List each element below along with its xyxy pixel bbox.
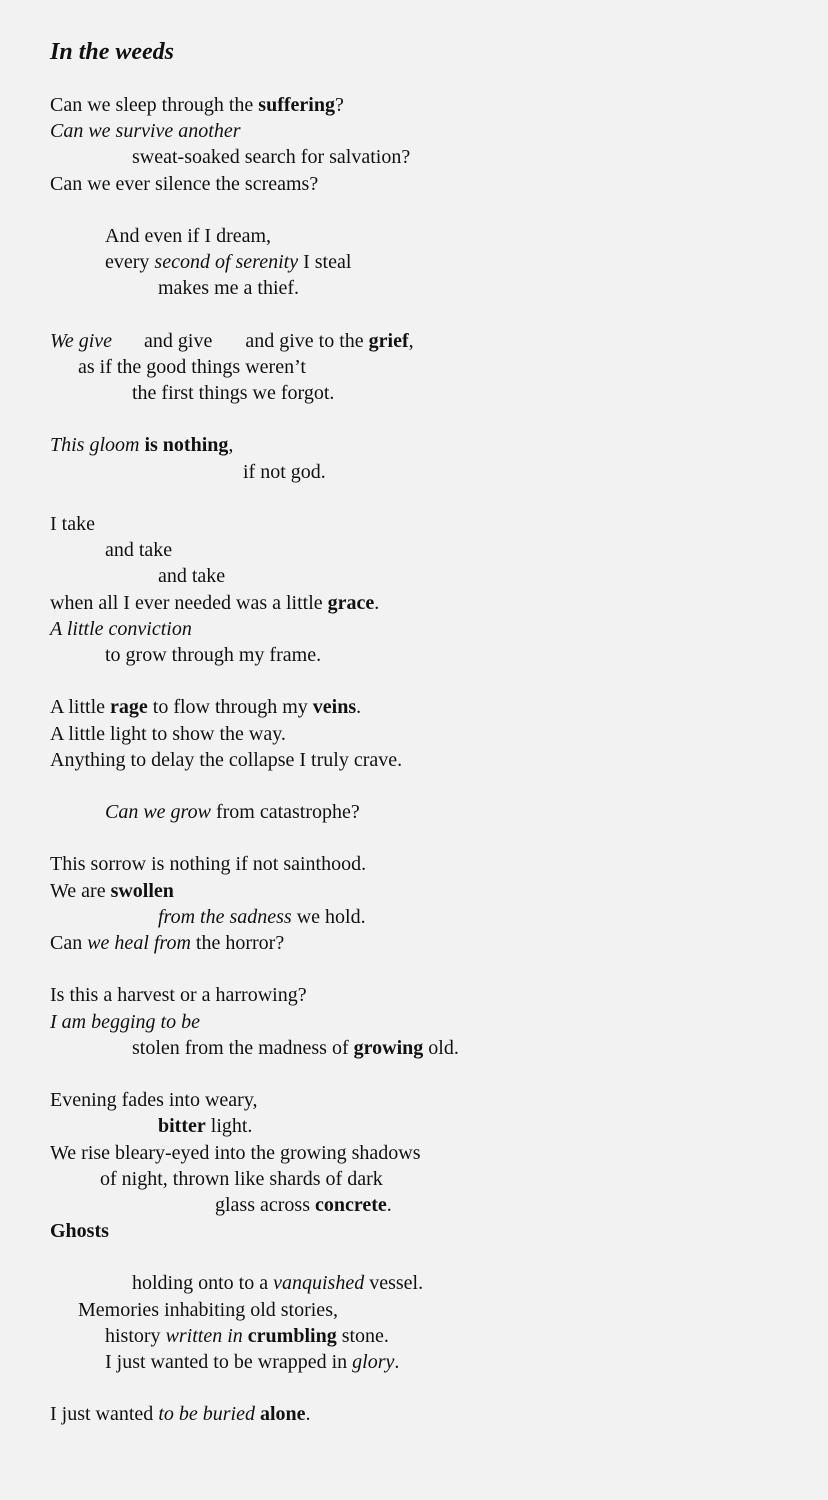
line-text: of night, thrown like shards of dark — [100, 1167, 383, 1190]
line-text-italic: to be buried — [158, 1403, 255, 1426]
line-text: Is this a harvest or a harrowing? — [50, 984, 307, 1007]
poem-line — [50, 616, 790, 642]
line-text-italic: from the sadness — [158, 905, 292, 928]
line-text-bold: growing — [353, 1036, 424, 1059]
stanza-break — [50, 773, 790, 799]
line-text: And even if I dream, — [105, 224, 272, 247]
line-text: we hold. — [291, 905, 366, 928]
line-text-italic: Can we grow — [105, 801, 211, 824]
poem-title: In the weeds — [50, 39, 175, 65]
poem-line — [50, 1297, 790, 1323]
stanza-break — [50, 302, 790, 328]
poem-line — [50, 851, 790, 877]
line-text: Can we ever silence the screams? — [50, 172, 319, 195]
line-text-bold: is nothing — [139, 434, 229, 457]
line-text-bold: bitter — [158, 1115, 206, 1138]
line-text: A little light to show the way. — [50, 722, 286, 745]
line-text-italic: written in — [165, 1324, 243, 1347]
line-text: ? — [334, 94, 344, 116]
line-text: from catastrophe? — [210, 801, 360, 824]
line-text: light. — [205, 1115, 253, 1138]
poem-line — [50, 1035, 790, 1061]
poem-line — [50, 537, 790, 563]
line-text: when all I ever needed was a little — [50, 591, 328, 614]
line-text: and take — [105, 539, 173, 562]
line-text-bold: swollen — [110, 879, 174, 902]
poem-line — [50, 511, 790, 537]
poem-line — [50, 721, 790, 747]
poem-line — [50, 354, 790, 380]
poem-line — [50, 1218, 790, 1244]
line-text: as if the good things weren’t — [78, 355, 306, 378]
line-text: We are — [50, 879, 111, 902]
line-text: . — [374, 591, 380, 614]
line-text: . — [356, 696, 362, 719]
line-text: , — [408, 329, 414, 352]
line-text-bold: alone — [259, 1403, 306, 1426]
poem-line — [50, 223, 790, 249]
stanza-break — [50, 197, 790, 223]
poem-line — [50, 144, 790, 170]
line-text-italic: we heal from — [87, 932, 191, 954]
poem-line — [50, 747, 790, 773]
line-text-bold: grace — [327, 591, 375, 614]
poem-line — [50, 1349, 790, 1375]
poem-line — [50, 92, 790, 118]
line-text: old. — [423, 1036, 459, 1059]
poem-line — [50, 1140, 790, 1166]
line-text: to grow through my frame. — [105, 643, 322, 666]
poem-line — [50, 380, 790, 406]
line-text-bold: crumbling — [247, 1324, 337, 1347]
poem-line — [50, 563, 790, 589]
line-text: makes me a thief. — [158, 277, 300, 300]
line-text: Anything to delay the collapse I truly crave. — [50, 748, 403, 771]
poem-body — [50, 92, 790, 1428]
line-text-italic: We give — [50, 329, 113, 352]
poem-line — [50, 799, 790, 825]
line-text: stolen from the madness of — [132, 1036, 354, 1059]
line-text-bold: concrete — [314, 1193, 387, 1216]
line-text: history — [105, 1324, 166, 1347]
stanza-break — [50, 1061, 790, 1087]
poem-line — [50, 1192, 790, 1218]
line-text-italic: I am begging to be — [50, 1010, 200, 1033]
line-text-italic: A little conviction — [50, 617, 192, 640]
stanza-break — [50, 668, 790, 694]
line-text-italic: second of serenity — [154, 251, 299, 274]
line-text: Can — [50, 932, 88, 954]
line-text: This sorrow is nothing if not sainthood. — [50, 853, 367, 876]
line-text: We rise bleary-eyed into the growing shadows — [50, 1141, 421, 1164]
line-text: , — [228, 434, 234, 457]
line-text: I just wanted — [50, 1403, 159, 1426]
line-text: if not god. — [243, 460, 326, 483]
line-text-italic: Can we survive another — [50, 120, 241, 143]
line-text: stone. — [336, 1324, 389, 1347]
line-text: Memories inhabiting old stories, — [78, 1298, 338, 1321]
line-text: to flow through my — [147, 696, 313, 719]
poem-line — [50, 590, 790, 616]
stanza-break — [50, 406, 790, 432]
stanza-break — [50, 1375, 790, 1401]
line-text-italic: vanquished — [273, 1272, 365, 1295]
line-text-bold: grief — [368, 329, 409, 352]
line-text-italic: This gloom — [50, 434, 140, 457]
line-text: and give — [144, 329, 213, 352]
line-text: and give to the — [245, 329, 369, 352]
line-text: and take — [158, 565, 226, 588]
poem-line — [50, 904, 790, 930]
poem-line — [50, 1113, 790, 1139]
poem-line — [50, 1166, 790, 1192]
stanza-break — [50, 1244, 790, 1270]
poem-line — [50, 118, 790, 144]
poem-line — [50, 694, 790, 720]
line-text-italic: glory — [352, 1351, 395, 1373]
poem-line — [50, 982, 790, 1008]
line-text: I take — [50, 513, 95, 535]
poem-line — [50, 1087, 790, 1113]
line-text: Evening fades into weary, — [50, 1089, 258, 1112]
line-text: holding onto to a — [132, 1272, 274, 1295]
line-text-bold: veins — [312, 696, 357, 719]
line-text: every — [105, 251, 155, 274]
poem-line — [50, 275, 790, 301]
poem-line — [50, 878, 790, 904]
line-text: . — [305, 1403, 311, 1426]
line-text: sweat-soaked search for salvation? — [132, 146, 411, 169]
poem-line — [50, 459, 790, 485]
poem-line — [50, 1009, 790, 1035]
poem-line — [50, 328, 790, 354]
poem-line — [50, 249, 790, 275]
line-text: . — [386, 1193, 392, 1216]
line-text-bold: suffering — [258, 94, 335, 116]
stanza-break — [50, 956, 790, 982]
poem-line — [50, 432, 790, 458]
line-text: Can we sleep through the — [50, 94, 259, 116]
line-text: I steal — [298, 251, 352, 274]
stanza-break — [50, 825, 790, 851]
poem-line — [50, 1323, 790, 1349]
poem-line — [50, 642, 790, 668]
line-text: I just wanted to be wrapped in — [105, 1351, 353, 1373]
line-text: the horror? — [190, 932, 285, 954]
line-text: A little — [50, 696, 110, 719]
poem-line — [50, 930, 790, 956]
line-text: glass across — [215, 1193, 315, 1216]
line-text: the first things we forgot. — [132, 382, 335, 405]
stanza-break — [50, 485, 790, 511]
line-text: vessel. — [364, 1272, 424, 1295]
line-text-bold: rage — [110, 696, 148, 719]
line-text-bold: Ghosts — [50, 1220, 109, 1243]
poem-line — [50, 1401, 790, 1427]
poem-line — [50, 171, 790, 197]
poem-line — [50, 1270, 790, 1296]
line-text: . — [394, 1351, 400, 1373]
